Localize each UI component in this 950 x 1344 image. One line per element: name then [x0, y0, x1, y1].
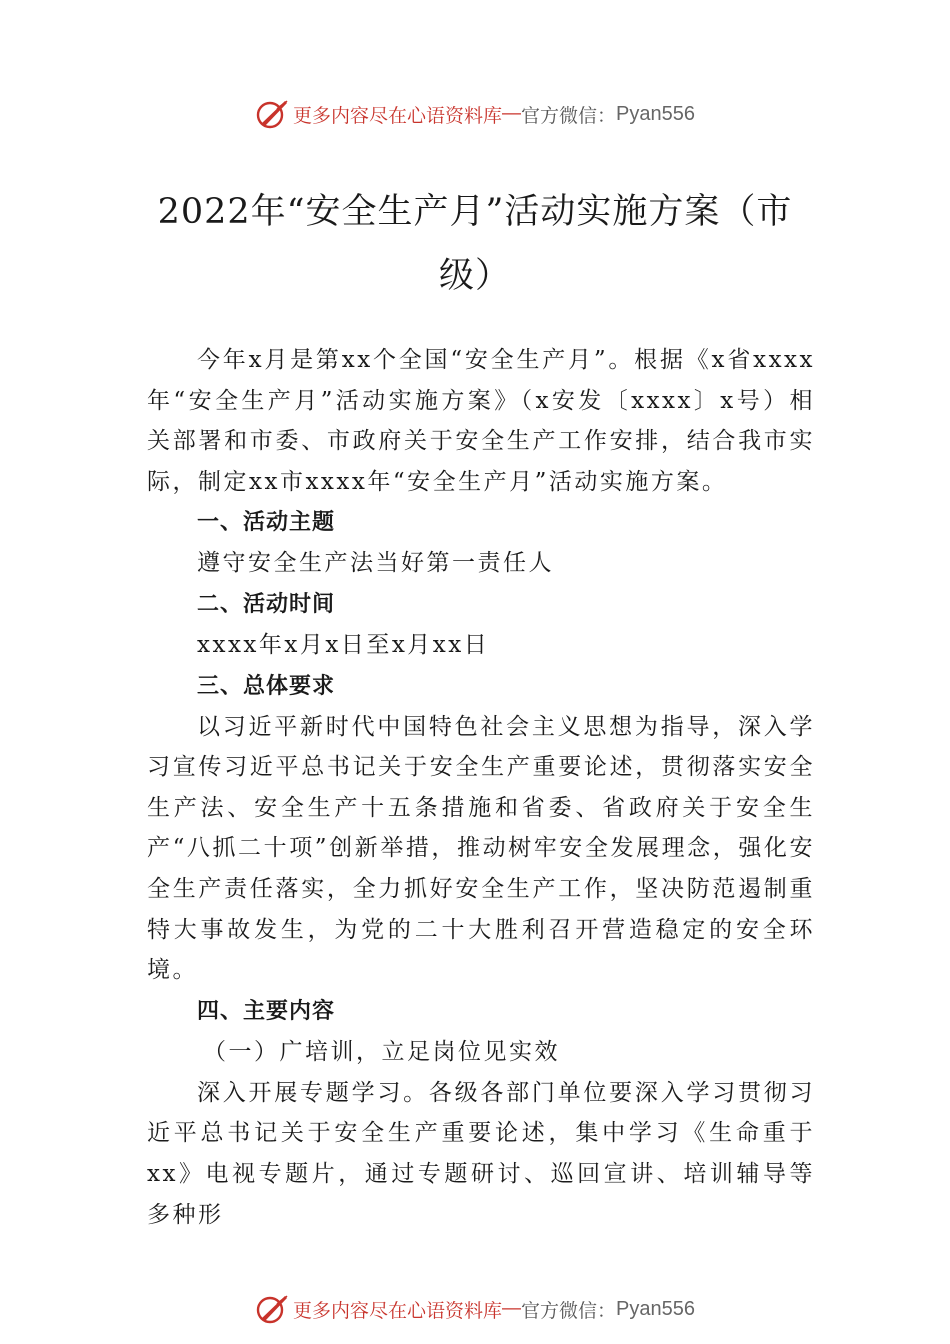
- section-heading-theme: 一、活动主题: [197, 510, 336, 536]
- quill-logo-icon: [255, 1292, 289, 1326]
- watermark-dash: —: [502, 103, 522, 124]
- time-text: xxxx年x月x日至x月xx日: [197, 631, 490, 658]
- watermark-banner-bottom: [0, 1291, 950, 1327]
- section-heading-content: 四、主要内容: [197, 998, 336, 1024]
- watermark-account: Pyan556: [616, 102, 695, 125]
- watermark-red-text: 更多内容尽在心语资料库: [293, 104, 503, 127]
- intro-paragraph: 今年x月是第xx个全国“安全生产月”。根据《x省xxxx年“安全生产月”活动实施方案》（x安发〔xxxx〕x号）相关部署和市委、市政府关于安全生产工作安排，结合我市实际，制定xx市xxxx年“安全生产月”活动实施方案。: [147, 347, 815, 495]
- watermark-wechat-label: 官方微信：: [521, 104, 617, 127]
- quill-logo-icon: [255, 97, 289, 131]
- watermark-account: Pyan556: [616, 1297, 695, 1320]
- requirements-paragraph: 以习近平新时代中国特色社会主义思想为指导，深入学习宣传习近平总书记关于安全生产重要论述，贯彻落实安全生产法、安全生产十五条措施和省委、省政府关于安全生产“八抓二十项”创新举措，推动树牢安全发展理念，强化安全生产责任落实，全力抓好安全生产工作，坚决防范遏制重特大事故发生，为党的二十大胜利召开营造稳定的安全环境。: [147, 713, 815, 984]
- watermark-wechat-label: 官方微信：: [521, 1299, 617, 1322]
- watermark-red-text: 更多内容尽在心语资料库: [293, 1299, 503, 1322]
- study-paragraph: 深入开展专题学习。各级各部门单位要深入学习贯彻习近平总书记关于安全生产重要论述，集中学习《生命重于xx》电视专题片，通过专题研讨、巡回宣讲、培训辅导等多种形: [147, 1079, 815, 1228]
- section-heading-requirements: 三、总体要求: [197, 673, 336, 699]
- document-body: [147, 340, 815, 1235]
- subsection-heading-training: （一）广培训，立足岗位见实效: [203, 1038, 560, 1065]
- document-title: 2022年“安全生产月”活动实施方案（市级）: [157, 192, 793, 296]
- theme-text: 遵守安全生产法当好第一责任人: [197, 550, 554, 577]
- watermark-banner-top: [0, 96, 950, 132]
- watermark-dash: —: [502, 1298, 522, 1319]
- section-heading-time: 二、活动时间: [197, 591, 336, 617]
